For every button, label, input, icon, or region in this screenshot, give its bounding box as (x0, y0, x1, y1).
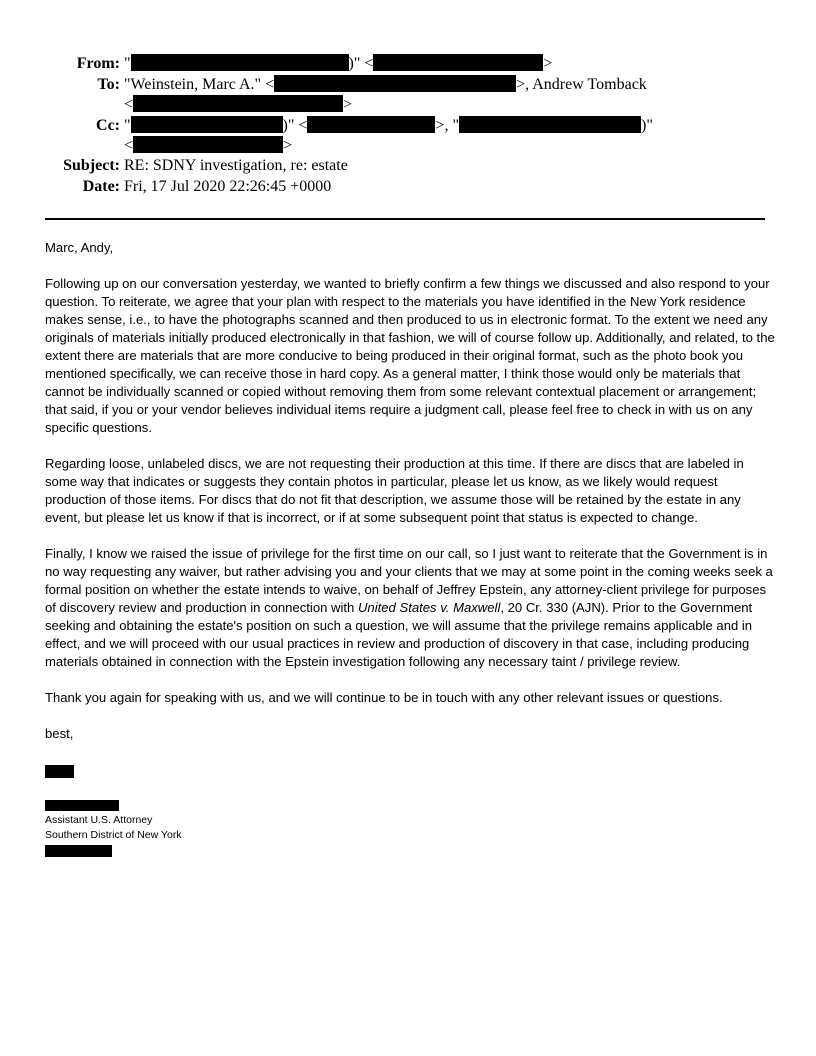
date-row (0, 177, 700, 197)
cc-row (0, 116, 700, 136)
redaction-box (459, 116, 641, 133)
redacted-contact (45, 845, 112, 857)
to-row (0, 75, 700, 95)
to-angle-close: > (343, 96, 353, 113)
subject-row (0, 156, 700, 176)
to-value-line2 (124, 95, 352, 115)
paragraph-2: Regarding loose, unlabeled discs, we are not requesting their production at this time. If there are discs that are labeled in some way that indicates or suggests they contain photos in particular, please let us know, as we likely would request production of those items. For discs that do not fit that description, we assume those will be retained by the estate in any event, but please let us know if that is incorrect, or if at some subsequent point that status is expected to change. (45, 456, 744, 525)
signer-office: Southern District of New York (45, 829, 182, 841)
from-quote-open: " (124, 55, 131, 72)
redaction-box (373, 54, 543, 71)
to-row-continued (0, 95, 700, 115)
to-angle-open: < (124, 96, 134, 113)
paragraph-3-part-b: , 20 Cr. 330 (AJN). Prior to the Government seeking and obtaining the estate's position on such a question, we will assume that the privilege remains applicable and in effect, and we will proceed with our usual practices in review and production of discovery in that case, including producing materials obtained in connection with the Epstein investigation following any necessary taint / privilege review. (45, 600, 753, 669)
case-name: United States v. Maxwell (357, 600, 501, 615)
signer-title: Assistant U.S. Attorney (45, 814, 153, 826)
header-divider (45, 218, 765, 220)
redaction-box (133, 95, 343, 112)
from-row (0, 54, 700, 74)
from-separator: )" < (348, 55, 374, 72)
to-name: "Weinstein, Marc A." < (124, 76, 275, 93)
redaction-box (307, 116, 435, 133)
to-label: To: (97, 76, 120, 93)
email-body (45, 239, 775, 743)
redaction-box (131, 54, 349, 71)
cc-angle-open: < (124, 137, 134, 154)
subject-label: Subject: (63, 157, 120, 174)
subject-value: RE: SDNY investigation, re: estate (124, 157, 348, 174)
cc-value (124, 116, 653, 136)
cc-row-continued (0, 136, 700, 156)
redacted-initials (45, 765, 74, 778)
redacted-signer-name (45, 800, 119, 811)
redaction-box (274, 75, 516, 92)
to-second-recipient: >, Andrew Tomback (516, 76, 647, 93)
redaction-box (133, 136, 283, 153)
date-value: Fri, 17 Jul 2020 22:26:45 +0000 (124, 178, 332, 195)
paragraph-3-part-a: Finally, I know we raised the issue of privilege for the first time on our call, so I just want to reiterate that the Government is in no way requesting any waiver, but rather advising you and your clients that we may at some point in the coming weeks seek a formal position on whether the estate intends to waive, on behalf of Jeffrey Epstein, any attorney-client privilege for purposes of discovery review and production in connection with (45, 546, 773, 615)
from-label: From: (76, 55, 120, 72)
redaction-box (131, 116, 283, 133)
cc-angle-close: > (283, 137, 293, 154)
cc-separator-2: >, " (435, 117, 459, 134)
date-label: Date: (82, 178, 120, 195)
to-value (124, 75, 647, 95)
cc-quote-close: )" (640, 117, 653, 134)
email-header (0, 54, 816, 204)
cc-quote-open: " (124, 117, 131, 134)
cc-label: Cc: (96, 117, 120, 134)
closing: best, (45, 726, 74, 741)
cc-value-line2 (124, 136, 292, 156)
greeting: Marc, Andy, (45, 240, 114, 255)
from-angle-close: > (543, 55, 553, 72)
cc-separator-1: )" < (282, 117, 308, 134)
paragraph-4: Thank you again for speaking with us, and we will continue to be in touch with any other relevant issues or questions. (45, 690, 723, 705)
paragraph-1: Following up on our conversation yesterday, we wanted to briefly confirm a few things we discussed and also respond to your question. To reiterate, we agree that your plan with respect to the materials you have identified in the New York residence makes sense, i.e., to have the photographs scanned and then produced to us in electronic format. To the extent we need any originals of materials initially produced electronically in that fashion, we will of course follow up. Additionally, and related, to the extent there are materials that are more conducive to being produced in their original format, such as the photo book you mentioned specifically, we can receive those in hard copy. As a general matter, I think those would only be materials that cannot be individually scanned or copied without removing them from some relevant contextual placement or arrangement; that said, if you or your vendor believes individual items require a judgment call, please feel free to check in with us on any specific questions. (45, 276, 775, 435)
paragraph-3 (45, 545, 775, 671)
from-value (124, 54, 552, 74)
